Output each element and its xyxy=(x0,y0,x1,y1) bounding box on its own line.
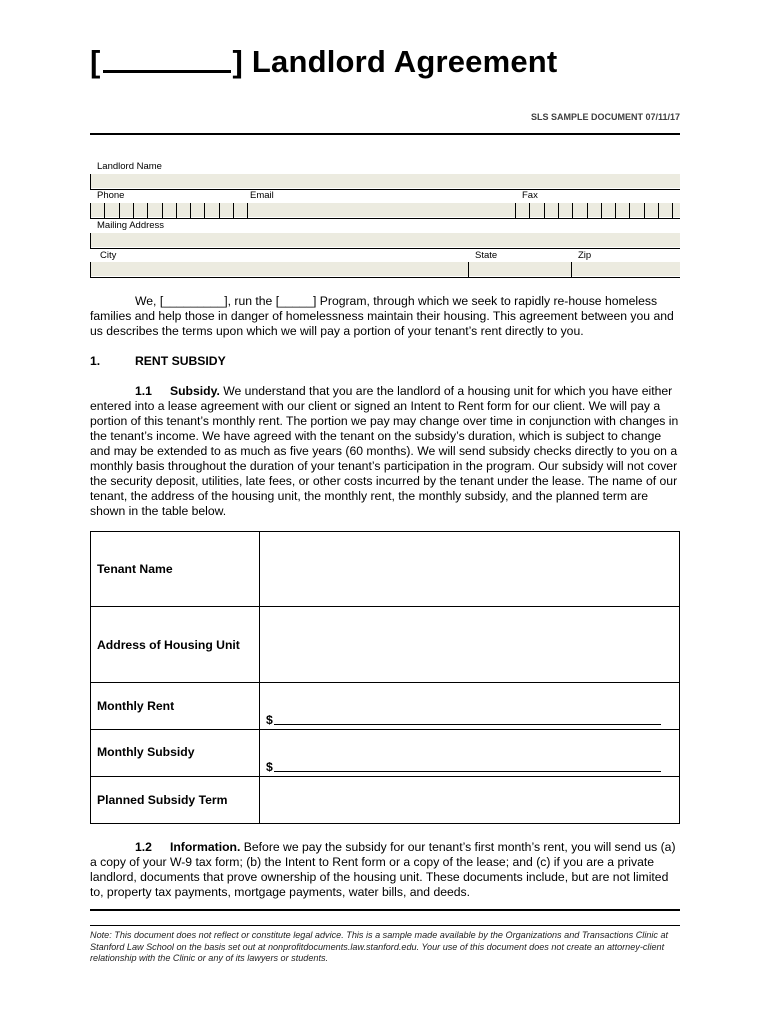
title-blank xyxy=(103,48,231,73)
zip-label: Zip xyxy=(578,250,592,261)
phone-label: Phone xyxy=(97,190,125,201)
fax-label: Fax xyxy=(522,190,538,201)
information-paragraph: 1.2 Information. Before we pay the subsidy for our tenant’s first month’s rent, you will send us (a) a copy of your W-9 tax form; (b) the Intent to Rent form or a copy of the lease; and (c) if you are a private landlord, documents that prove ownership of the housing unit. These documents include, but are not limited to, property tax payments, mortgage payments, water bills, and deeds. xyxy=(90,840,676,899)
section-number: 1. xyxy=(90,354,101,368)
section-title: RENT SUBSIDY xyxy=(135,354,226,368)
field-divider xyxy=(571,262,572,278)
city-label: City xyxy=(100,250,117,261)
digit-box-divider xyxy=(572,203,573,219)
digit-box-divider xyxy=(119,203,120,219)
field-line xyxy=(90,189,680,190)
monthly-subsidy-label: Monthly Subsidy xyxy=(91,730,260,777)
digit-box-divider xyxy=(529,203,530,219)
digit-box-divider xyxy=(515,203,516,219)
dollar-sign: $ xyxy=(266,760,273,774)
subsidy-paragraph: 1.1 Subsidy. We understand that you are the landlord of a housing unit for which you have either entered into a lease agreement with our client or signed an Intent to Rent form for our client. We will pay a portion of this tenant’s monthly rent. The portion we pay may change over time in conjunction with changes in the tenant’s income. We have agreed with the tenant on the subsidy’s duration, which is subject to change and may be extended to as much as five years (60 months). We will send subsidy checks directly to you on a monthly basis throughout the duration of your tenant’s participation in the program. Our subsidy will not cover the security deposit, utilities, late fees, or other costs incurred by the tenant under the lease. The name of our tenant, the address of the housing unit, the monthly rent, the monthly subsidy, and the planned term are shown in the table below. xyxy=(90,384,679,518)
field-line xyxy=(90,248,680,249)
tenant-info-table xyxy=(90,531,680,824)
page-title: [ ] Landlord Agreement xyxy=(90,44,558,79)
monthly-rent-label: Monthly Rent xyxy=(91,683,260,730)
monthly-subsidy-cell[interactable] xyxy=(260,730,680,777)
digit-box-divider xyxy=(629,203,630,219)
term-label: Planned Subsidy Term xyxy=(91,777,260,824)
city-state-zip-field[interactable] xyxy=(90,262,680,276)
field-line xyxy=(90,218,680,219)
intro-paragraph: We, [_________], run the [_____] Program, through which we seek to rapidly re-house homeless families and help those in danger of homelessness maintain their housing. This agreement between you and us describes the terms upon which we will pay a portion of your tenant’s rent directly to you. xyxy=(90,294,674,338)
digit-box-divider xyxy=(233,203,234,219)
mailing-address-field[interactable] xyxy=(90,233,680,247)
digit-box-divider xyxy=(133,203,134,219)
address-cell[interactable] xyxy=(260,607,680,683)
digit-box-divider xyxy=(601,203,602,219)
digit-box-divider xyxy=(219,203,220,219)
digit-box-divider xyxy=(247,203,248,219)
digit-box-divider xyxy=(587,203,588,219)
tenant-name-label: Tenant Name xyxy=(91,532,260,607)
rent-underline xyxy=(274,724,661,725)
field-divider xyxy=(468,262,469,278)
digit-box-divider xyxy=(176,203,177,219)
mailing-address-label: Mailing Address xyxy=(97,220,165,231)
digit-box-divider xyxy=(90,203,91,219)
footer-rule xyxy=(90,909,680,911)
digit-box-divider xyxy=(658,203,659,219)
field-border xyxy=(90,174,91,190)
footer-rule-thin xyxy=(90,925,680,926)
digit-box-divider xyxy=(672,203,673,219)
monthly-rent-cell[interactable] xyxy=(260,683,680,730)
digit-box-divider xyxy=(644,203,645,219)
digit-box-divider xyxy=(162,203,163,219)
digit-box-divider xyxy=(615,203,616,219)
address-label: Address of Housing Unit xyxy=(91,607,260,683)
digit-box-divider xyxy=(204,203,205,219)
digit-box-divider xyxy=(104,203,105,219)
field-line xyxy=(90,277,680,278)
document-id: SLS SAMPLE DOCUMENT 07/11/17 xyxy=(530,112,680,122)
disclaimer-note: Note: This document does not reflect or constitute legal advice. This is a sample made available by the Organizations and Transactions Clinic at Stanford Law School on the basis set out at nonprofitdocuments.law.stanford.edu. Your use of this document does not create an attorney-client relationship with the Clinic or any of its lawyers or students. xyxy=(90,930,669,963)
email-label: Email xyxy=(250,190,274,201)
digit-box-divider xyxy=(544,203,545,219)
state-label: State xyxy=(475,250,498,261)
digit-box-divider xyxy=(190,203,191,219)
digit-box-divider xyxy=(558,203,559,219)
term-cell[interactable] xyxy=(260,777,680,824)
header-rule xyxy=(90,133,680,135)
phone-email-fax-field[interactable] xyxy=(90,203,680,217)
landlord-name-label: Landlord Name xyxy=(97,161,162,172)
digit-box-divider xyxy=(147,203,148,219)
landlord-name-field[interactable] xyxy=(90,174,680,188)
subsidy-underline xyxy=(274,771,661,772)
field-border xyxy=(90,262,91,278)
tenant-name-cell[interactable] xyxy=(260,532,680,607)
dollar-sign: $ xyxy=(266,713,273,727)
field-border xyxy=(90,233,91,249)
